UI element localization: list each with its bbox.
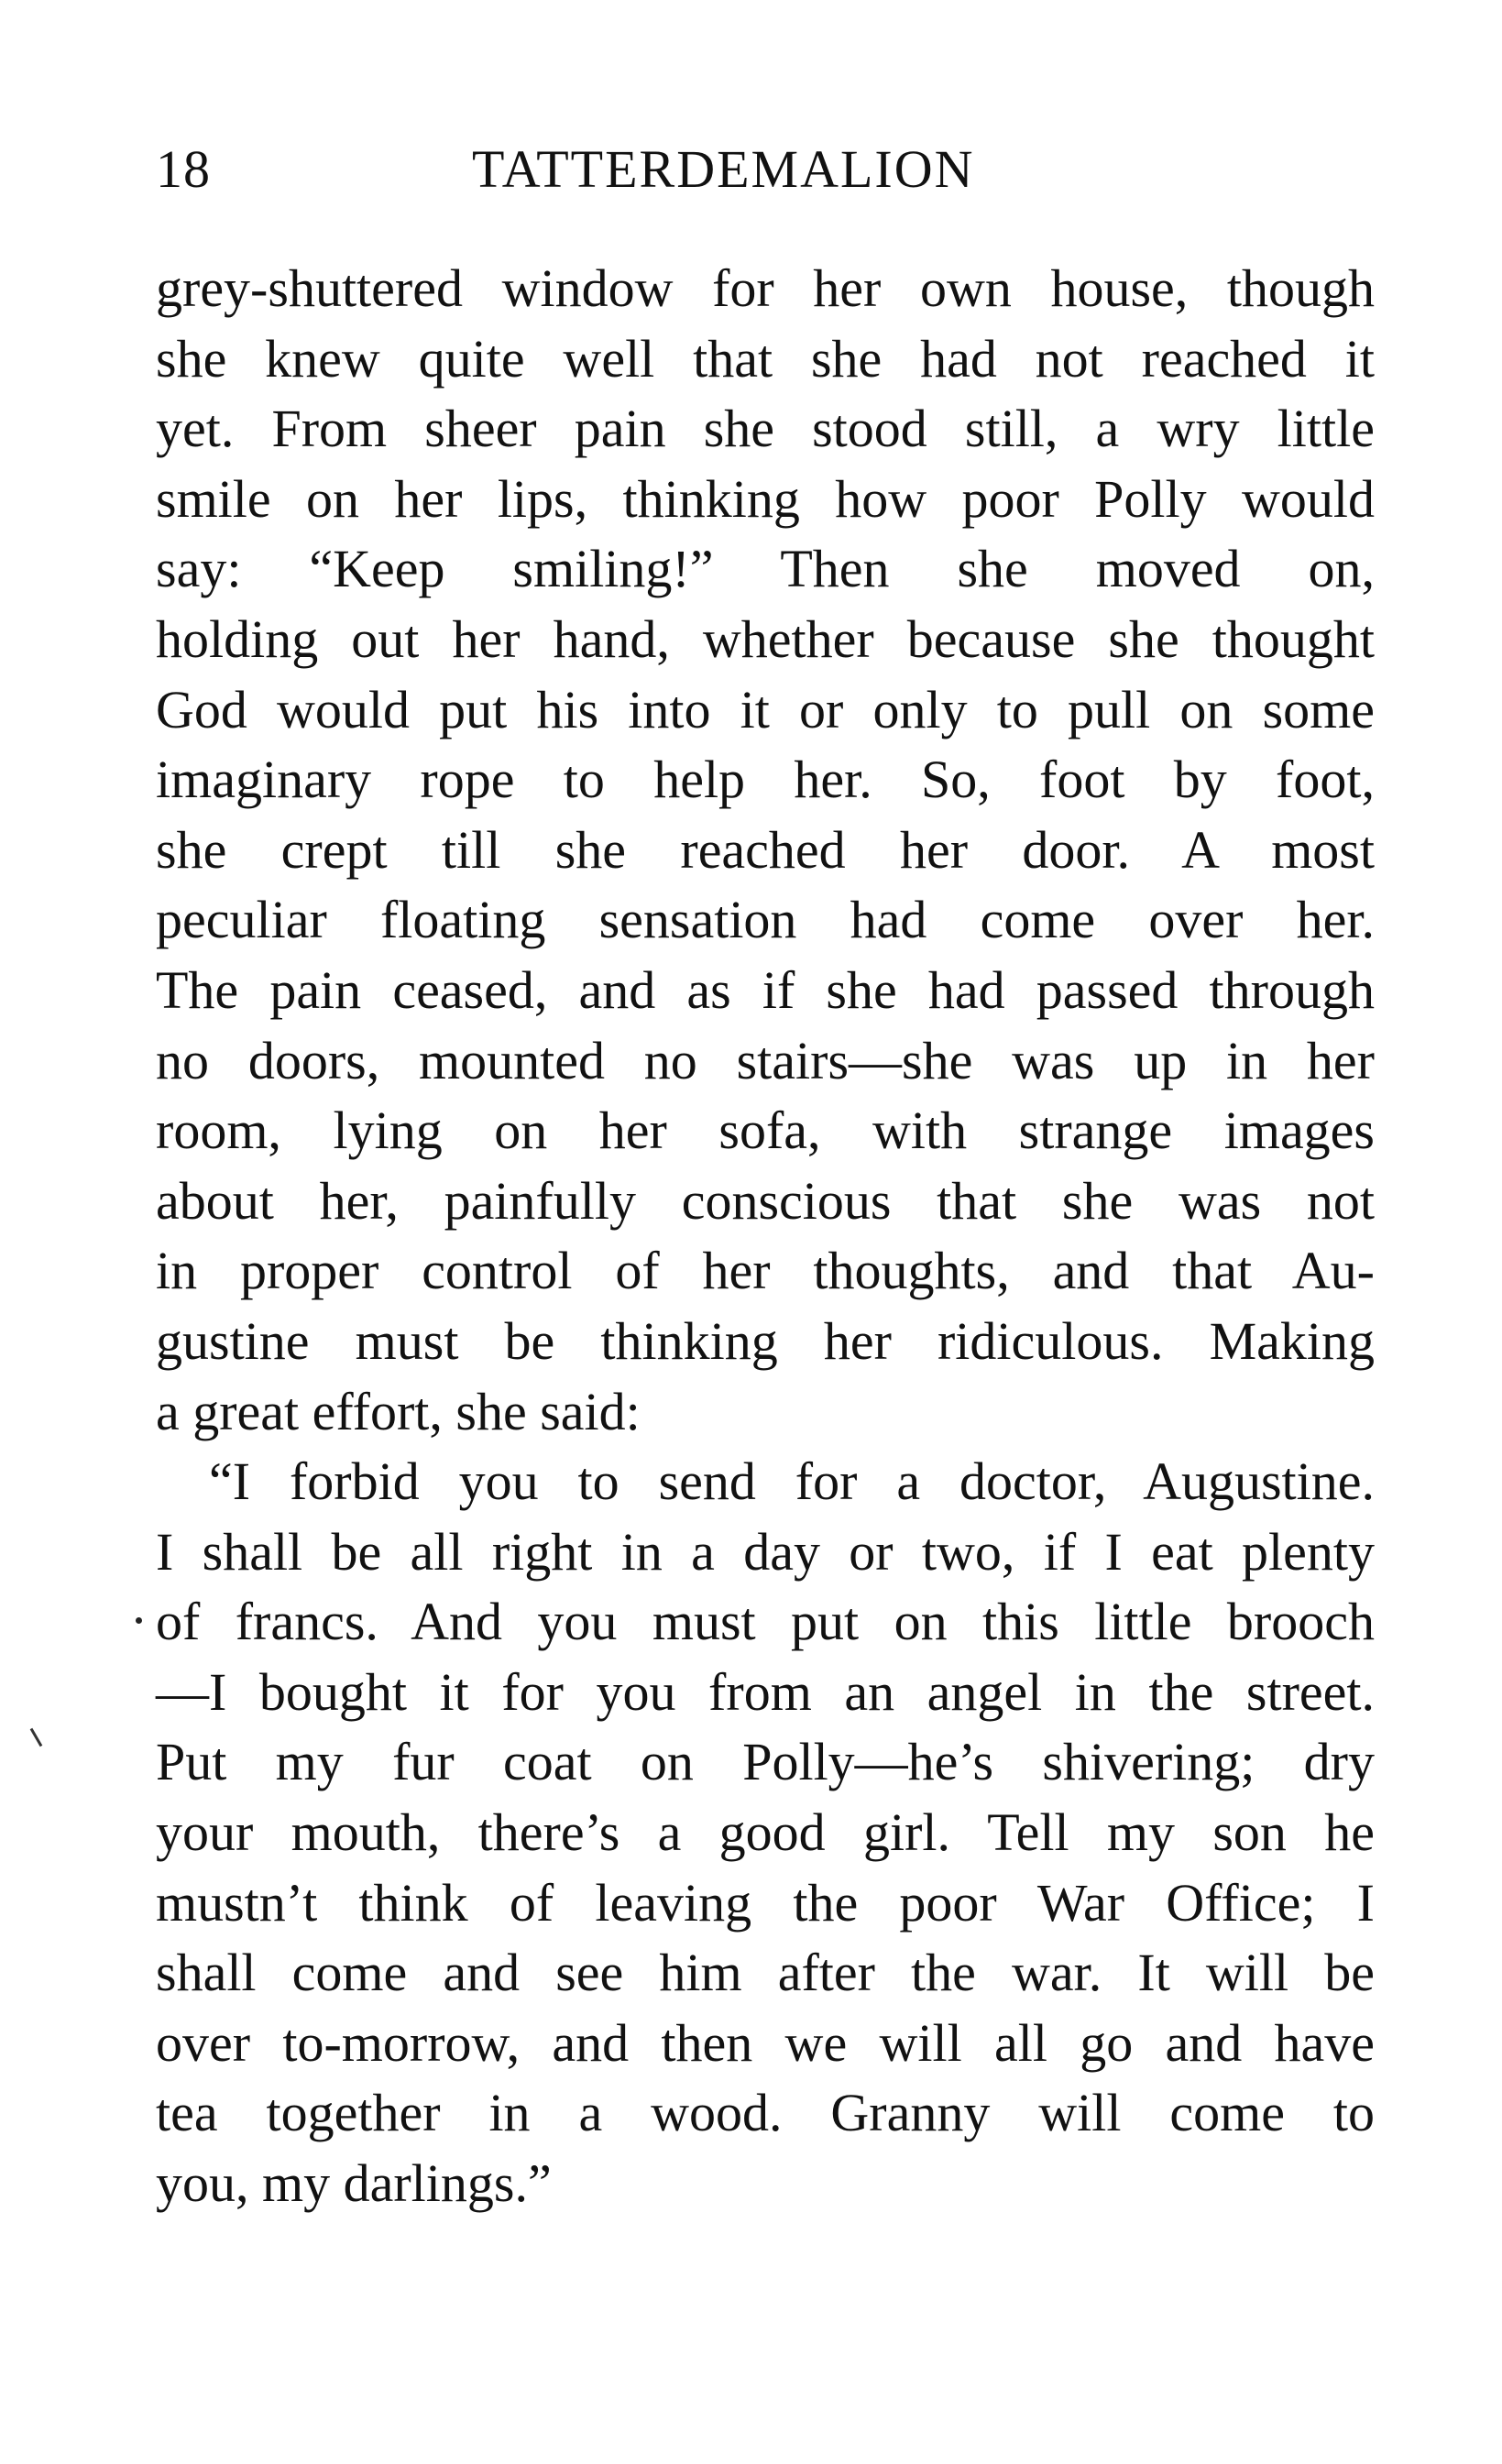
text-line: “I forbid you to send for a doctor, Augustine.	[209, 1451, 1375, 1512]
paragraph-end-line: a great effort, she said:	[156, 1381, 641, 1441]
text-line: in proper control of her thoughts, and that Au-	[156, 1241, 1375, 1301]
body-text	[156, 254, 1375, 2219]
text-line: your mouth, there’s a good girl. Tell my son he	[156, 1802, 1375, 1863]
text-line: no doors, mounted no stairs—she was up in her	[156, 1030, 1375, 1090]
text-line: shall come and see him after the war. It will be	[156, 1943, 1375, 2003]
text-line: she crept till she reached her door. A most	[156, 819, 1375, 880]
paragraph-end-line: you, my darlings.”	[156, 2153, 552, 2214]
print-speck	[136, 1617, 142, 1624]
running-head	[156, 133, 1375, 206]
text-line: room, lying on her sofa, with strange images	[156, 1101, 1375, 1161]
text-line: The pain ceased, and as if she had passed through	[156, 959, 1375, 1020]
text-line: peculiar floating sensation had come over her.	[156, 890, 1375, 950]
page-number: 18	[156, 139, 211, 199]
text-line: God would put his into it or only to pull on some	[156, 679, 1375, 739]
text-line: mustn’t think of leaving the poor War Office; I	[156, 1872, 1375, 1933]
text-line: I shall be all right in a day or two, if I eat plenty	[156, 1521, 1375, 1582]
text-line: imaginary rope to help her. So, foot by foot,	[156, 750, 1375, 810]
text-line: smile on her lips, thinking how poor Polly would	[156, 468, 1375, 529]
text-line: tea together in a wood. Granny will come to	[156, 2083, 1375, 2143]
text-line: say: “Keep smiling!” Then she moved on,	[156, 539, 1375, 599]
text-line: gustine must be thinking her ridiculous. Making	[156, 1310, 1375, 1371]
text-line: about her, painfully conscious that she was not	[156, 1170, 1375, 1231]
text-line: Put my fur coat on Polly—he’s shivering; dry	[156, 1732, 1375, 1792]
text-line: yet. From sheer pain she stood still, a wry little	[156, 399, 1375, 459]
text-line: grey-shuttered window for her own house, though	[156, 258, 1375, 318]
text-line: —I bought it for you from an angel in the street.	[156, 1661, 1375, 1722]
text-line: holding out her hand, whether because she thought	[156, 608, 1375, 669]
text-line: over to-morrow, and then we will all go and have	[156, 2012, 1375, 2073]
print-mark	[30, 1728, 43, 1747]
running-title: TATTERDEMALION	[472, 139, 975, 199]
text-line: she knew quite well that she had not reached it	[156, 328, 1375, 389]
text-line: of francs. And you must put on this little brooch	[156, 1592, 1375, 1652]
